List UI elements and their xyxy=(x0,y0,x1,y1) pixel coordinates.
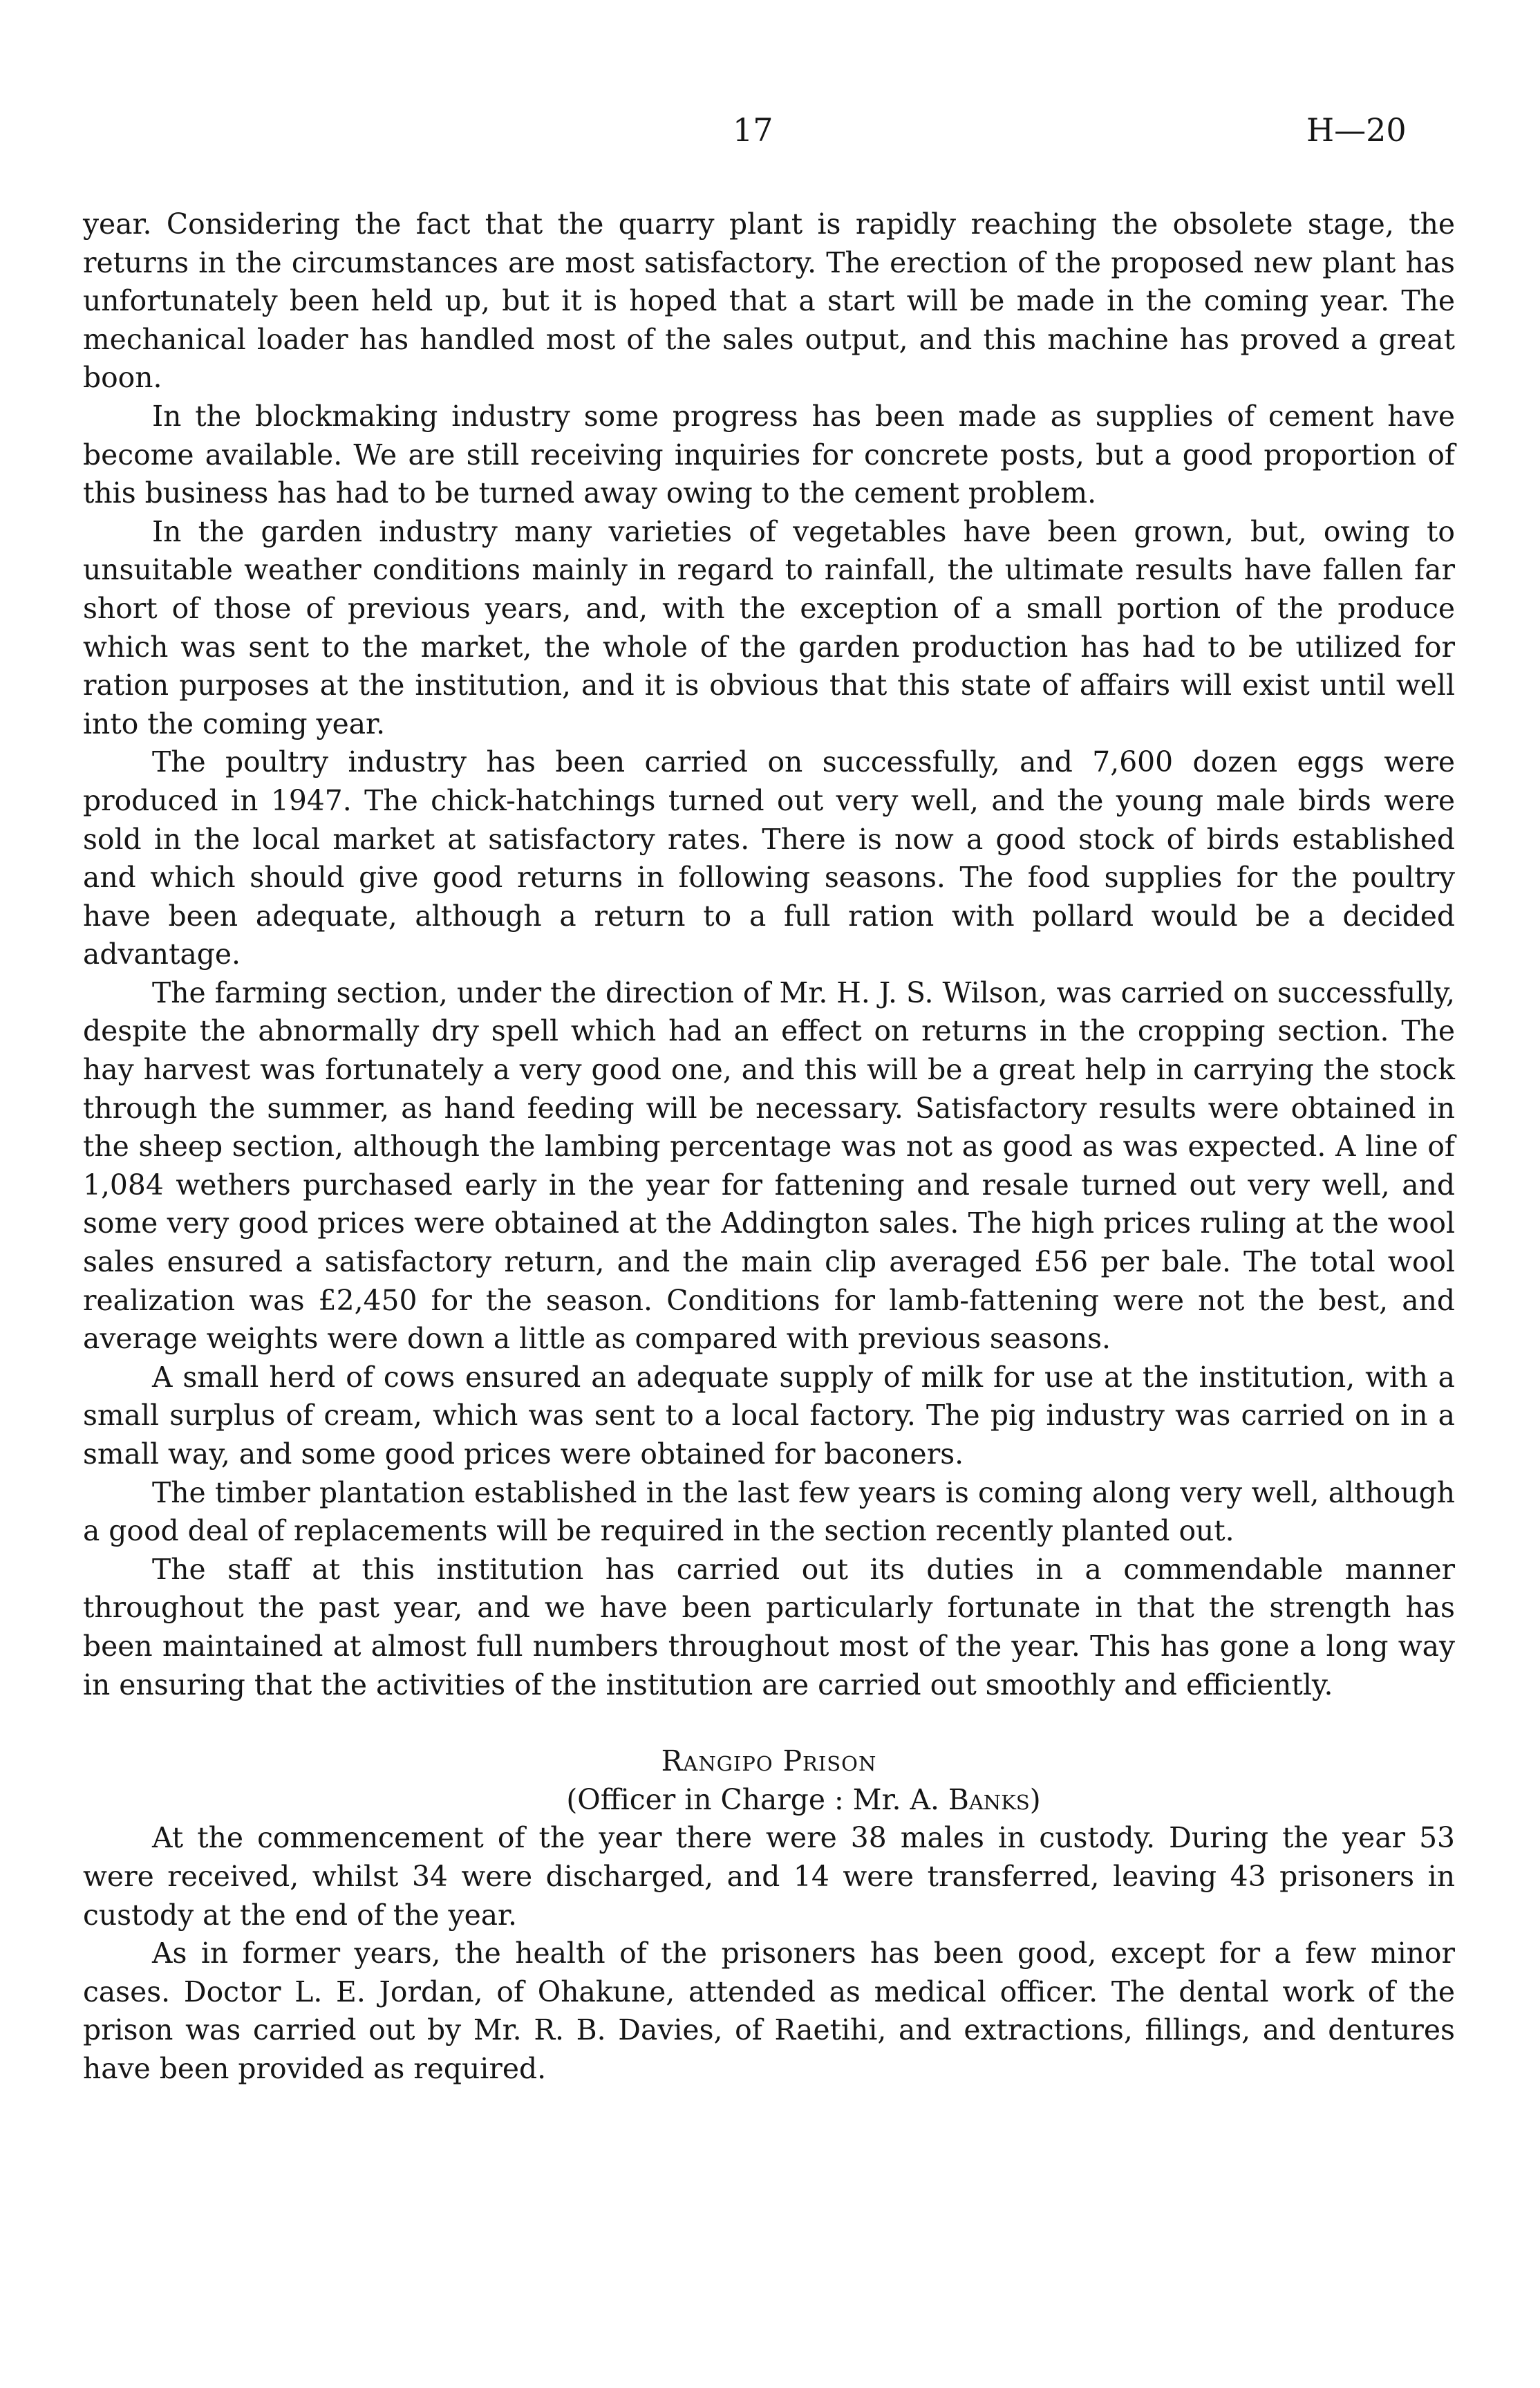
paragraph-dairy: A small herd of cows ensured an adequate supply of milk for use at the institution, with a small surplus of cream, which was sent to a local factory. The pig industry was carried on in a small way, and some good prices were obtained for baconers. xyxy=(83,1360,1455,1471)
paragraph-health: As in former years, the health of the prisoners has been good, except for a few minor cases. Doctor L. E. Jordan, of Ohakune, attended as medical officer. The dental work of the prison was carried out by Mr. R. B. Davies, of Raetihi, and extractions, fillings, and dentures have been provided as required. xyxy=(83,1937,1455,2085)
document-reference: H—20 xyxy=(1306,111,1407,149)
page-header xyxy=(0,109,1540,151)
paragraph-timber: The timber plantation established in the last few years is coming along very well, although a good deal of replacements will be required in the section recently planted out. xyxy=(83,1475,1455,1548)
paragraph-custody: At the commencement of the year there were 38 males in custody. During the year 53 were received, whilst 34 were discharged, and 14 were transferred, leaving 43 prisoners in custody at the end of the year. xyxy=(83,1821,1455,1932)
officer-close-paren: ) xyxy=(1029,1782,1041,1816)
paragraph-garden: In the garden industry many varieties of vegetables have been grown, but, owing to unsuitable weather conditions mainly in regard to rainfall, the ultimate results have fallen far short of those of previous years, and, with the exception of a small portion of the produce which was sent to the market, the whole of the garden production has had to be utilized for ration purposes at the institution, and it is obvious that this state of affairs will exist until well into the coming year. xyxy=(83,514,1455,740)
body-text xyxy=(83,205,1455,2089)
officer-label: (Officer in Charge : Mr. A. xyxy=(566,1782,948,1816)
page-number: 17 xyxy=(733,111,773,149)
section-heading: Rangipo Prison xyxy=(661,1744,877,1778)
paragraph-poultry: The poultry industry has been carried on successfully, and 7,600 dozen eggs were produced in 1947. The chick-hatchings turned out very well, and the young male birds were sold in the local market at satisfactory rates. There is now a good stock of birds established and which should give good returns in following seasons. The food supplies for the poultry have been adequate, although a return to a full ration with pollard would be a decided advantage. xyxy=(83,745,1455,971)
paragraph-staff: The staff at this institution has carried out its duties in a commendable manner throughout the past year, and we have been particularly fortunate in that the strength has been maintained at almost full numbers throughout most of the year. This has gone a long way in ensuring that the activities of the institution are carried out smoothly and efficiently. xyxy=(83,1552,1455,1701)
officer-in-charge-line xyxy=(83,1781,1455,1820)
paragraph-quarry: year. Considering the fact that the quarry plant is rapidly reaching the obsolete stage, the returns in the circumstances are most satisfactory. The erection of the proposed new plant has unfortunately been held up, but it is hoped that a start will be made in the coming year. The mechanical loader has handled most of the sales output, and this machine has proved a great boon. xyxy=(83,207,1455,395)
paragraph-blockmaking: In the blockmaking industry some progress has been made as supplies of cement have become available. We are still receiving inquiries for concrete posts, but a good proportion of this business has had to be turned away owing to the cement problem. xyxy=(83,399,1455,510)
officer-surname: Banks xyxy=(948,1782,1030,1816)
paragraph-farming: The farming section, under the direction of Mr. H. J. S. Wilson, was carried on successfully, despite the abnormally dry spell which had an effect on returns in the cropping section. The hay harvest was fortunately a very good one, and this will be a great help in carrying the stock through the summer, as hand feeding will be necessary. Satisfactory results were obtained in the sheep section, although the lambing percentage was not as good as was expected. A line of 1,084 wethers purchased early in the year for fattening and resale turned out very well, and some very good prices were obtained at the Addington sales. The high prices ruling at the wool sales ensured a satisfactory return, and the main clip averaged £56 per bale. The total wool realization was £2,450 for the season. Conditions for lamb-fattening were not the best, and average weights were down a little as compared with previous seasons. xyxy=(83,976,1455,1356)
